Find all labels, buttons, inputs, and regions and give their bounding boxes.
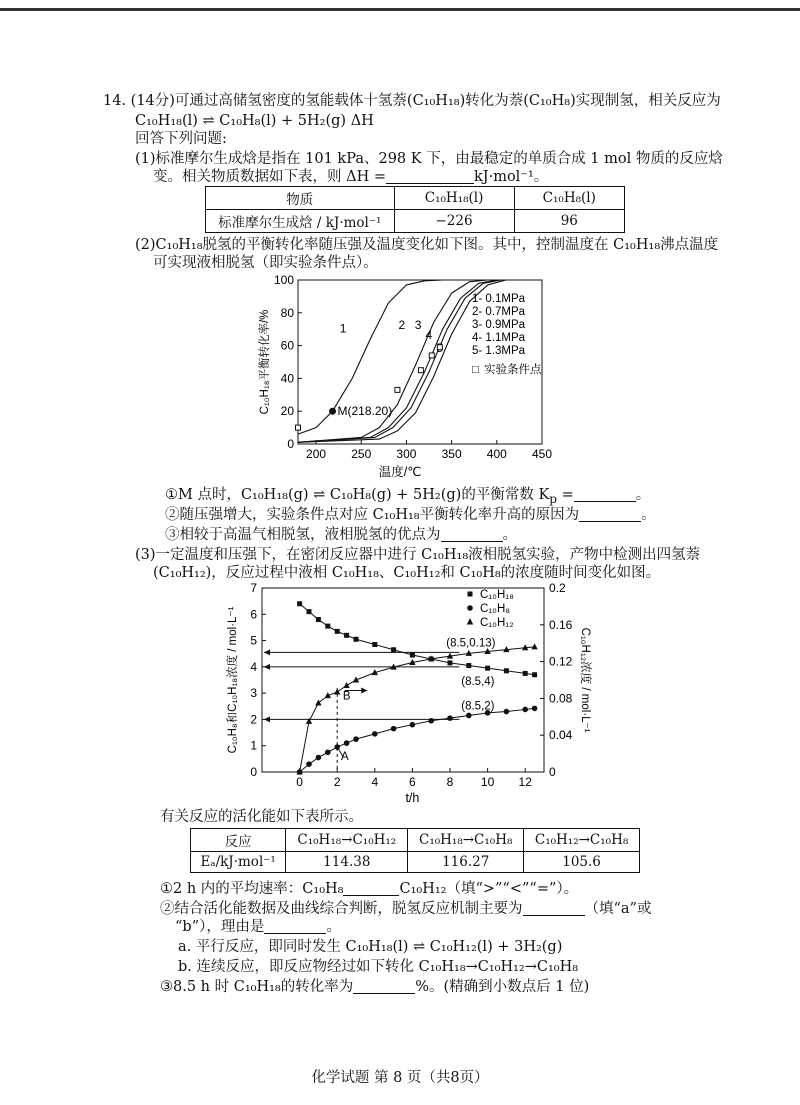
answer-blank-mechanism[interactable] <box>523 901 585 916</box>
x-tick-label: 4 <box>371 775 379 789</box>
data-point-C10H18 <box>448 660 453 665</box>
data-point-C10H8 <box>504 709 510 715</box>
data-point-C10H18 <box>504 668 509 673</box>
part2-line2: 可实现液相脱氢（即实验条件点）。 <box>153 255 378 271</box>
answer-blank-mechanism-reason[interactable] <box>264 919 326 934</box>
series-line <box>300 708 535 772</box>
x-tick-label: 350 <box>441 447 462 461</box>
option-b: b. 连续反应，即反应物经过如下转化 C₁₀H₁₈→C₁₀H₁₂→C₁₀H₈ <box>178 959 579 975</box>
data-point-C10H8 <box>466 713 472 719</box>
series-label: 3 <box>414 318 422 333</box>
data-point-C10H8 <box>391 726 397 732</box>
data-point-C10H18 <box>307 609 312 614</box>
experiment-point <box>429 353 434 358</box>
data-point-C10H8 <box>306 761 312 767</box>
y-left-tick-label: 6 <box>250 607 257 622</box>
question-header: 14. (14分)可通过高储氢密度的氢能载体十氢萘(C₁₀H₁₈)转化为萘(C₁₀H₈)实现制氢，相关反应为 <box>103 93 721 109</box>
option-a: a. 平行反应，即同时发生 C₁₀H₁₈(l) ⇌ C₁₀H₁₂(l) + 3H₂(g) <box>178 939 563 955</box>
table1-header-cell: C₁₀H₈(l) <box>514 187 624 210</box>
experiment-point <box>418 368 423 373</box>
part2-sub3: ③相较于高温气相脱氢，液相脱氢的优点为 。 <box>165 527 517 543</box>
annotation-label: A <box>340 751 349 764</box>
point-M <box>329 408 336 415</box>
y-left-tick-label: 3 <box>250 686 257 701</box>
x-tick-label: 400 <box>486 447 507 461</box>
y-left-tick-label: 0 <box>250 765 257 779</box>
y-left-tick-label: 5 <box>250 633 257 648</box>
data-point-C10H18 <box>532 672 537 677</box>
legend-entry: C₁₀H₁₂ <box>480 617 514 629</box>
data-point-C10H12 <box>315 700 321 706</box>
y-right-tick-label: 0.08 <box>549 691 573 706</box>
table2-caption: 有关反应的活化能如下表所示。 <box>160 809 363 825</box>
data-point-C10H8 <box>372 731 378 737</box>
part2-sub2: ②随压强增大，实验条件点对应 C₁₀H₁₈平衡转化率升高的原因为 。 <box>165 507 656 523</box>
x-tick-label: 250 <box>351 447 372 461</box>
table2-cell: 114.38 <box>286 852 408 873</box>
table2-header-cell: 反应 <box>191 829 286 852</box>
table1-header-cell: 物质 <box>206 187 395 210</box>
answer-blank-advantage[interactable] <box>441 527 503 542</box>
page-footer: 化学试题 第 8 页（共8页） <box>311 1070 489 1086</box>
table1-cell: 标准摩尔生成焓 / kJ·mol⁻¹ <box>206 210 395 233</box>
table2-header-cell: C₁₀H₁₂→C₁₀H₈ <box>524 829 640 852</box>
data-point-C10H8 <box>325 749 331 755</box>
y-left-axis-label: C₁₀H₈和C₁₀H₁₈浓度 / mol·L⁻¹ <box>227 606 239 754</box>
data-point-C10H12 <box>531 643 537 649</box>
x-tick-label: 450 <box>531 447 553 461</box>
series-label: 2 <box>398 318 406 333</box>
part3-line1: (3)一定温度和压强下，在密闭反应器中进行 C₁₀H₁₈液相脱氢实验，产物中检测出四氢萘 <box>135 547 701 563</box>
data-point-C10H12 <box>343 682 349 688</box>
y-tick-label: 20 <box>280 404 294 419</box>
arrow-to-left-axis-2-head <box>264 716 270 722</box>
y-left-tick-label: 4 <box>250 659 257 674</box>
y-tick-label: 0 <box>287 437 294 451</box>
part1-line1: (1)标准摩尔生成焓是指在 101 kPa、298 K 下，由最稳定的单质合成 1 mol 物质的反应焓 <box>135 151 723 167</box>
data-point-C10H18 <box>466 663 471 668</box>
table2-header-cell: C₁₀H₁₈→C₁₀H₈ <box>408 829 524 852</box>
part2-line1: (2)C₁₀H₁₈脱氢的平衡转化率随压强及温度变化如下图。其中，控制温度在 C₁₀H₁₈沸点温度 <box>135 237 719 253</box>
data-point-C10H8 <box>522 707 528 713</box>
y-left-tick-label: 7 <box>250 581 257 595</box>
legend-entry: 3- 0.9MPa <box>472 319 526 331</box>
answer-prompt: 回答下列问题: <box>135 131 227 147</box>
legend-marker <box>467 618 473 625</box>
legend-symbol: □ <box>472 364 479 376</box>
y-axis-label: C₁₀H₁₈平衡转化率/% <box>259 309 271 415</box>
legend-marker <box>467 605 473 611</box>
data-point-C10H18 <box>344 633 349 638</box>
data-point-C10H18 <box>391 647 396 652</box>
y-right-tick-label: 0.12 <box>549 654 573 669</box>
data-point-C10H8 <box>316 755 322 761</box>
experiment-point <box>296 425 301 430</box>
legend-entry: 5- 1.3MPa <box>472 345 526 357</box>
legend-entry: C₁₀H₈ <box>480 603 511 615</box>
table2-cell: 116.27 <box>408 852 524 873</box>
data-point-C10H18 <box>354 637 359 642</box>
y-left-tick-label: 2 <box>250 712 257 727</box>
legend-entry: 实验条件点 <box>484 364 542 376</box>
annotation-label: (8.5,4) <box>461 675 495 688</box>
legend-entry: C₁₀H₁₈ <box>480 589 514 601</box>
part2-sub1: ①M 点时，C₁₀H₁₈(g) ⇌ C₁₀H₈(g) + 5H₂(g)的平衡常数 $K_p$ = 。 <box>165 487 651 506</box>
part3-sub1: ①2 h 内的平均速率：C₁₀H₈ C₁₀H₁₂（填“>”“<”“=”）。 <box>160 881 579 897</box>
x-tick-label: 0 <box>296 775 303 789</box>
legend-marker <box>468 592 473 597</box>
y-right-tick-label: 0 <box>549 765 556 779</box>
y-right-axis-label: C₁₀H₁₂浓度 / mol·L⁻¹ <box>579 627 591 733</box>
answer-blank-rate-compare[interactable] <box>343 881 399 896</box>
part3-line2: (C₁₀H₁₂)，反应过程中液相 C₁₀H₁₈、C₁₀H₁₂和 C₁₀H₈的浓度随时间变化如图。 <box>153 565 661 581</box>
part3-sub3: ③8.5 h 时 C₁₀H₁₈的转化率为 %。(精确到小数点后 1 位) <box>160 979 590 995</box>
answer-blank-conversion[interactable] <box>353 979 415 994</box>
table2-header-cell: C₁₀H₁₈→C₁₀H₁₂ <box>286 829 408 852</box>
table1-cell: 96 <box>514 210 624 233</box>
table2-cell: Eₐ/kJ·mol⁻¹ <box>191 852 286 873</box>
data-point-C10H18 <box>372 642 377 647</box>
part1-line2: 变。相关物质数据如下表，则 ΔH = kJ·mol⁻¹。 <box>153 169 549 185</box>
answer-blank-Kp[interactable] <box>574 487 636 502</box>
arrow-B-head <box>361 688 367 694</box>
annotation-label: (8.5,0.13) <box>446 637 496 650</box>
table1-header-cell: C₁₀H₁₈(l) <box>394 187 514 210</box>
y-right-tick-label: 0.16 <box>549 617 573 632</box>
answer-blank-deltaH[interactable] <box>386 169 474 184</box>
y-tick-label: 80 <box>280 305 294 320</box>
data-point-C10H18 <box>325 624 330 629</box>
reaction-equation: C₁₀H₁₈(l) ⇌ C₁₀H₈(l) + 5H₂(g) ΔH <box>135 113 374 129</box>
data-point-C10H8 <box>353 736 359 742</box>
y-right-tick-label: 0.2 <box>549 581 566 595</box>
data-point-C10H8 <box>344 740 350 746</box>
arrow-to-left-axis-4-head <box>264 664 270 670</box>
x-tick-label: 300 <box>396 447 417 461</box>
experiment-point <box>437 345 442 350</box>
experiment-point <box>395 387 400 392</box>
table1-cell: −226 <box>394 210 514 233</box>
data-point-C10H8 <box>447 715 453 721</box>
data-point-C10H18 <box>297 601 302 606</box>
data-point-C10H12 <box>306 718 312 724</box>
series-label: 1 <box>339 321 347 336</box>
formation-enthalpy-table <box>205 186 625 233</box>
x-tick-label: 200 <box>306 447 327 461</box>
y-right-tick-label: 0.04 <box>549 728 573 743</box>
equilibrium-conversion-chart <box>250 268 570 480</box>
data-point-C10H18 <box>316 617 321 622</box>
data-point-C10H18 <box>485 666 490 671</box>
series-line <box>300 647 535 772</box>
data-point-C10H8 <box>428 718 434 724</box>
series-label: 4 <box>425 328 433 343</box>
data-point-C10H8 <box>410 722 416 728</box>
table2-cell: 105.6 <box>524 852 640 873</box>
y-tick-label: 60 <box>280 338 294 353</box>
answer-blank-reason[interactable] <box>579 507 641 522</box>
x-tick-label: 10 <box>480 775 495 789</box>
data-point-C10H8 <box>532 706 538 712</box>
x-tick-label: 12 <box>518 775 532 789</box>
y-tick-label: 40 <box>280 371 294 386</box>
y-left-tick-label: 1 <box>250 738 257 753</box>
concentration-time-chart <box>222 580 602 802</box>
y-tick-label: 100 <box>273 273 294 287</box>
data-point-C10H18 <box>523 671 528 676</box>
part3-sub2-cont: “b”），理由是 。 <box>175 919 341 935</box>
arrow-to-right-axis-0.13-head <box>264 649 270 655</box>
annotation-label: (8.5,2) <box>461 700 495 713</box>
legend-entry: 1- 0.1MPa <box>472 293 526 305</box>
x-tick-label: 6 <box>409 775 416 789</box>
annotation-label: B <box>342 690 351 703</box>
data-point-C10H18 <box>335 629 340 634</box>
activation-energy-table <box>190 828 640 873</box>
point-M-label: M(218.20) <box>337 404 393 419</box>
part3-sub2: ②结合活化能数据及曲线综合判断，脱氢反应机制主要为 （填“a”或 <box>160 901 652 917</box>
legend-entry: 2- 0.7MPa <box>472 306 526 318</box>
data-point-C10H18 <box>410 653 415 658</box>
x-tick-label: 2 <box>333 775 341 789</box>
x-tick-label: 8 <box>446 775 454 789</box>
x-axis-label: 温度/℃ <box>378 465 422 479</box>
legend-entry: 4- 1.1MPa <box>472 332 526 344</box>
top-border-line <box>0 8 800 11</box>
x-axis-label: t/h <box>405 791 420 802</box>
